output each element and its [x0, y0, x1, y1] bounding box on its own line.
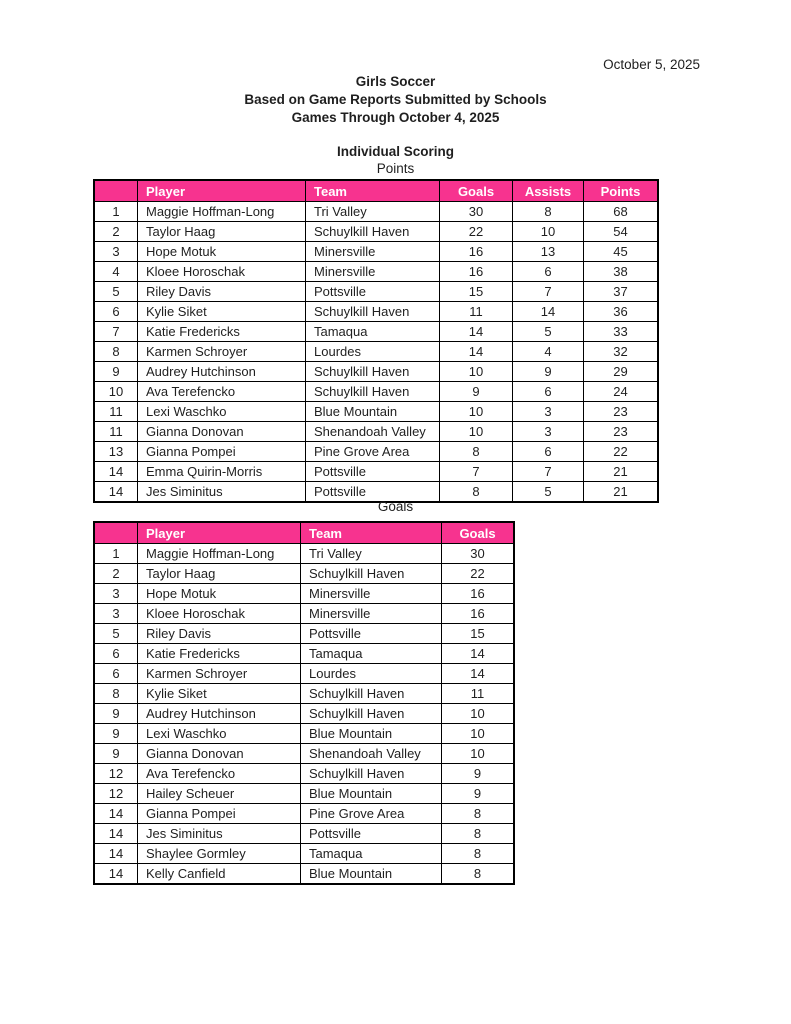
points-column-header: Points	[584, 180, 659, 202]
points-cell: 37	[584, 282, 659, 302]
document-subtitle-range: Games Through October 4, 2025	[291, 110, 500, 125]
player-cell: Audrey Hutchinson	[138, 704, 301, 724]
rank-cell: 2	[94, 564, 138, 584]
points-cell: 45	[584, 242, 659, 262]
player-cell: Taylor Haag	[138, 564, 301, 584]
rank-cell: 8	[94, 684, 138, 704]
rank-column-header	[94, 522, 138, 544]
goals-cell: 15	[442, 624, 515, 644]
assists-cell: 3	[513, 402, 584, 422]
rank-cell: 11	[94, 402, 138, 422]
assists-cell: 8	[513, 202, 584, 222]
table-row	[94, 724, 514, 744]
team-cell: Shenandoah Valley	[306, 422, 440, 442]
team-cell: Pottsville	[306, 482, 440, 503]
goals-cell: 16	[442, 584, 515, 604]
player-cell: Gianna Donovan	[138, 744, 301, 764]
player-cell: Karmen Schroyer	[138, 342, 306, 362]
team-cell: Schuylkill Haven	[306, 302, 440, 322]
player-cell: Jes Siminitus	[138, 482, 306, 503]
table-row	[94, 664, 514, 684]
goals-cell: 10	[442, 744, 515, 764]
goals-cell: 10	[440, 402, 513, 422]
points-cell: 33	[584, 322, 659, 342]
team-cell: Pottsville	[306, 462, 440, 482]
goals-column-header: Goals	[440, 180, 513, 202]
assists-cell: 7	[513, 462, 584, 482]
player-cell: Shaylee Gormley	[138, 844, 301, 864]
player-cell: Kelly Canfield	[138, 864, 301, 885]
team-cell: Tamaqua	[301, 844, 442, 864]
goals-cell: 8	[442, 804, 515, 824]
table-row	[94, 744, 514, 764]
player-cell: Katie Fredericks	[138, 322, 306, 342]
assists-column-header: Assists	[513, 180, 584, 202]
table-row	[94, 442, 658, 462]
rank-cell: 5	[94, 282, 138, 302]
player-cell: Audrey Hutchinson	[138, 362, 306, 382]
goals-cell: 8	[442, 844, 515, 864]
document-subtitle-source: Based on Game Reports Submitted by Schools	[244, 92, 547, 107]
goals-cell: 11	[442, 684, 515, 704]
points-cell: 21	[584, 462, 659, 482]
assists-cell: 4	[513, 342, 584, 362]
goals-cell: 22	[440, 222, 513, 242]
rank-cell: 9	[94, 724, 138, 744]
goals-cell: 16	[440, 242, 513, 262]
team-cell: Schuylkill Haven	[306, 222, 440, 242]
goals-table	[93, 521, 515, 885]
table-row	[94, 784, 514, 804]
table-row	[94, 564, 514, 584]
player-cell: Gianna Pompei	[138, 804, 301, 824]
goals-cell: 11	[440, 302, 513, 322]
points-table-caption: Points	[376, 161, 415, 176]
team-cell: Minersville	[301, 604, 442, 624]
goals-cell: 10	[442, 704, 515, 724]
rank-cell: 6	[94, 664, 138, 684]
table-row	[94, 644, 514, 664]
table-row	[94, 764, 514, 784]
rank-cell: 13	[94, 442, 138, 462]
assists-cell: 6	[513, 262, 584, 282]
points-cell: 21	[584, 482, 659, 503]
team-cell: Lourdes	[306, 342, 440, 362]
table-row	[94, 382, 658, 402]
points-cell: 23	[584, 402, 659, 422]
assists-cell: 10	[513, 222, 584, 242]
rank-cell: 14	[94, 462, 138, 482]
table-row	[94, 584, 514, 604]
goals-cell: 9	[442, 764, 515, 784]
header-row	[94, 180, 658, 202]
rank-cell: 2	[94, 222, 138, 242]
player-cell: Kylie Siket	[138, 302, 306, 322]
rank-cell: 14	[94, 824, 138, 844]
rank-cell: 5	[94, 624, 138, 644]
team-cell: Shenandoah Valley	[301, 744, 442, 764]
points-cell: 54	[584, 222, 659, 242]
rank-cell: 1	[94, 544, 138, 564]
rank-cell: 12	[94, 784, 138, 804]
rank-cell: 10	[94, 382, 138, 402]
table-row	[94, 824, 514, 844]
rank-column-header	[94, 180, 138, 202]
goals-cell: 16	[442, 604, 515, 624]
rank-cell: 6	[94, 644, 138, 664]
points-cell: 32	[584, 342, 659, 362]
player-cell: Gianna Pompei	[138, 442, 306, 462]
goals-cell: 9	[440, 382, 513, 402]
points-cell: 22	[584, 442, 659, 462]
player-cell: Ava Terefencko	[138, 764, 301, 784]
points-cell: 29	[584, 362, 659, 382]
player-cell: Karmen Schroyer	[138, 664, 301, 684]
assists-cell: 3	[513, 422, 584, 442]
player-cell: Lexi Waschko	[138, 402, 306, 422]
rank-cell: 14	[94, 482, 138, 503]
rank-cell: 3	[94, 604, 138, 624]
header-row	[94, 522, 514, 544]
points-cell: 36	[584, 302, 659, 322]
table-row	[94, 202, 658, 222]
rank-cell: 11	[94, 422, 138, 442]
points-cell: 24	[584, 382, 659, 402]
team-cell: Blue Mountain	[301, 864, 442, 885]
table-row	[94, 844, 514, 864]
team-cell: Tamaqua	[306, 322, 440, 342]
rank-cell: 8	[94, 342, 138, 362]
table-row	[94, 402, 658, 422]
team-cell: Tri Valley	[306, 202, 440, 222]
rank-cell: 12	[94, 764, 138, 784]
team-cell: Blue Mountain	[306, 402, 440, 422]
goals-cell: 10	[442, 724, 515, 744]
table-row	[94, 242, 658, 262]
assists-cell: 6	[513, 442, 584, 462]
team-cell: Pottsville	[306, 282, 440, 302]
table-row	[94, 604, 514, 624]
points-cell: 23	[584, 422, 659, 442]
goals-table-caption: Goals	[377, 499, 414, 514]
assists-cell: 14	[513, 302, 584, 322]
player-cell: Gianna Donovan	[138, 422, 306, 442]
player-cell: Maggie Hoffman-Long	[138, 544, 301, 564]
team-cell: Tamaqua	[301, 644, 442, 664]
table-row	[94, 624, 514, 644]
team-cell: Schuylkill Haven	[306, 362, 440, 382]
team-cell: Schuylkill Haven	[301, 684, 442, 704]
table-row	[94, 544, 514, 564]
team-cell: Schuylkill Haven	[301, 704, 442, 724]
goals-cell: 8	[442, 864, 515, 885]
rank-cell: 9	[94, 362, 138, 382]
team-cell: Tri Valley	[301, 544, 442, 564]
table-row	[94, 462, 658, 482]
goals-cell: 30	[442, 544, 515, 564]
document-title: Girls Soccer	[355, 74, 436, 89]
points-cell: 38	[584, 262, 659, 282]
table-row	[94, 282, 658, 302]
goals-cell: 14	[440, 342, 513, 362]
team-cell: Schuylkill Haven	[301, 564, 442, 584]
goals-cell: 8	[440, 482, 513, 503]
table-row	[94, 864, 514, 885]
rank-cell: 14	[94, 864, 138, 885]
table-row	[94, 362, 658, 382]
player-cell: Taylor Haag	[138, 222, 306, 242]
team-column-header: Team	[306, 180, 440, 202]
goals-cell: 30	[440, 202, 513, 222]
goals-cell: 8	[442, 824, 515, 844]
player-cell: Jes Siminitus	[138, 824, 301, 844]
goals-cell: 15	[440, 282, 513, 302]
player-cell: Maggie Hoffman-Long	[138, 202, 306, 222]
assists-cell: 7	[513, 282, 584, 302]
rank-cell: 7	[94, 322, 138, 342]
player-cell: Hope Motuk	[138, 584, 301, 604]
rank-cell: 3	[94, 242, 138, 262]
player-cell: Lexi Waschko	[138, 724, 301, 744]
player-cell: Riley Davis	[138, 624, 301, 644]
player-column-header: Player	[138, 522, 301, 544]
assists-cell: 5	[513, 482, 584, 503]
rank-cell: 6	[94, 302, 138, 322]
player-cell: Ava Terefencko	[138, 382, 306, 402]
section-title: Individual Scoring	[336, 144, 454, 159]
report-date: October 5, 2025	[603, 57, 700, 72]
rank-cell: 1	[94, 202, 138, 222]
goals-cell: 10	[440, 362, 513, 382]
table-row	[94, 302, 658, 322]
rank-cell: 14	[94, 844, 138, 864]
goals-cell: 10	[440, 422, 513, 442]
goals-cell: 14	[442, 664, 515, 684]
player-cell: Katie Fredericks	[138, 644, 301, 664]
player-cell: Riley Davis	[138, 282, 306, 302]
goals-column-header: Goals	[442, 522, 515, 544]
table-row	[94, 342, 658, 362]
table-row	[94, 222, 658, 242]
team-cell: Minersville	[301, 584, 442, 604]
team-cell: Schuylkill Haven	[301, 764, 442, 784]
table-row	[94, 322, 658, 342]
rank-cell: 9	[94, 744, 138, 764]
assists-cell: 5	[513, 322, 584, 342]
goals-cell: 8	[440, 442, 513, 462]
team-cell: Pine Grove Area	[301, 804, 442, 824]
points-cell: 68	[584, 202, 659, 222]
rank-cell: 14	[94, 804, 138, 824]
assists-cell: 13	[513, 242, 584, 262]
team-cell: Blue Mountain	[301, 724, 442, 744]
assists-cell: 6	[513, 382, 584, 402]
player-cell: Kloee Horoschak	[138, 262, 306, 282]
table-row	[94, 804, 514, 824]
rank-cell: 3	[94, 584, 138, 604]
team-cell: Pottsville	[301, 624, 442, 644]
table-row	[94, 684, 514, 704]
goals-cell: 7	[440, 462, 513, 482]
player-cell: Hope Motuk	[138, 242, 306, 262]
team-cell: Blue Mountain	[301, 784, 442, 804]
goals-cell: 14	[440, 322, 513, 342]
player-cell: Emma Quirin-Morris	[138, 462, 306, 482]
player-cell: Kylie Siket	[138, 684, 301, 704]
player-cell: Hailey Scheuer	[138, 784, 301, 804]
table-row	[94, 422, 658, 442]
player-cell: Kloee Horoschak	[138, 604, 301, 624]
table-row	[94, 262, 658, 282]
goals-cell: 16	[440, 262, 513, 282]
player-column-header: Player	[138, 180, 306, 202]
table-row	[94, 704, 514, 724]
team-cell: Minersville	[306, 242, 440, 262]
points-table	[93, 179, 659, 503]
team-cell: Schuylkill Haven	[306, 382, 440, 402]
team-cell: Pine Grove Area	[306, 442, 440, 462]
goals-cell: 9	[442, 784, 515, 804]
rank-cell: 4	[94, 262, 138, 282]
team-cell: Pottsville	[301, 824, 442, 844]
goals-cell: 14	[442, 644, 515, 664]
team-cell: Lourdes	[301, 664, 442, 684]
team-cell: Minersville	[306, 262, 440, 282]
assists-cell: 9	[513, 362, 584, 382]
goals-cell: 22	[442, 564, 515, 584]
team-column-header: Team	[301, 522, 442, 544]
rank-cell: 9	[94, 704, 138, 724]
